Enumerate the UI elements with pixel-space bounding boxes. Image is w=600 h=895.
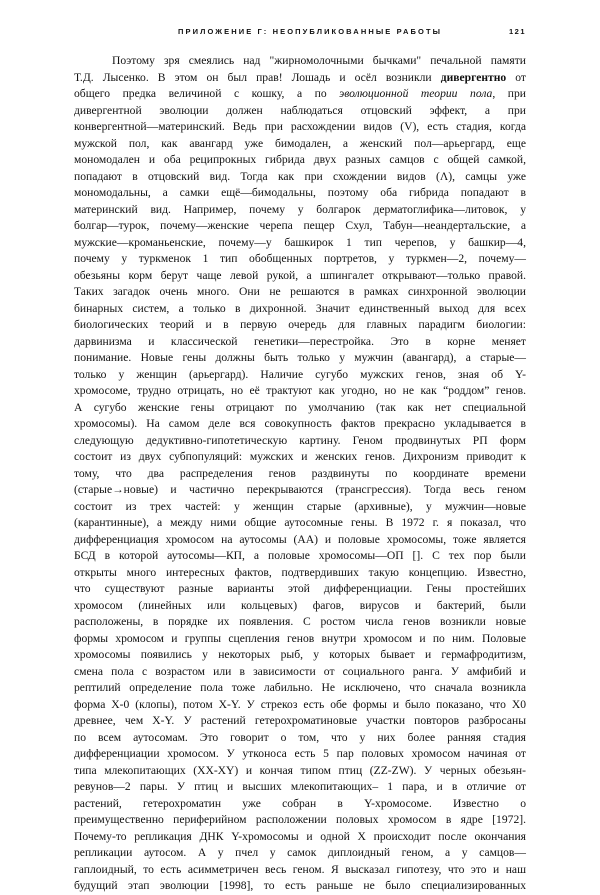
bold-term: дивергентно [440,70,507,84]
text-line: дифференциация хромосом на аутосомы (АА) и половые хромосомы, тоже является [74,532,526,546]
text-line: попадают в отцовский вид. Тогда как при схождении видов (Λ), самцы уже [74,169,526,183]
text-line: что существуют разные варианты этой дифференциации. Гены простейших [74,582,526,595]
text-line: биологических теорий и в первую очередь для главных парадигм биологии: [74,318,526,331]
text-line: мужские—кроманьенские, почему—у башкирок 1 тип черепов, у башкир—4, [74,235,526,249]
body-text [74,53,526,895]
text-line: следующую дедуктивно-гипотетическую картину. Геном продвинутых РП форм [74,433,526,447]
text-line: растений, гетерохроматин уже собран в Y-хромосоме. Известно о [74,796,526,810]
text-line: материнский вид. Например, почему у болгарок дерматоглифика—литовок, у [74,202,526,216]
text-line: типа млекопитающих (XX-XY) и кончая типом птиц (ZZ-ZW). У черных обезьян- [74,763,526,777]
text-line: общего предка величиной с кошку, а по эволюционной теории пола, при [74,87,526,100]
text-line: Поэтому зря смеялись над "жирномолочными бычками" печальной памяти [112,54,526,67]
text-line: репликации аутосом. А у пчел у самок диплоидный геном, а у самцов— [74,846,526,859]
text-line: мужской пол, как авангард уже бимодален, а женский пол—арьергард, еще [74,136,526,150]
italic-term: эволюционной теории пола [339,87,493,100]
text-line: состоит из двух субпопуляций: мужских и женских генов. Дихронизм приводит к [74,450,526,463]
text-line: мономодальны, а самки ещё—бимодальны, поэтому оба гибрида попадают в [74,186,526,199]
text-line: конвергентной—материнский. Ведь при расхождении видов (V), есть стадия, когда [74,120,526,133]
text-line: преимущественно периферийном расположении половых хромосом в ядре [1972]. [74,813,526,826]
text-line: обезьяны корм берут чаще левой рукой, а шпингалет открывают—только правой. [74,268,526,282]
text-line: хромосомы появились у некоторых рыб, у которых бывает и гермафродитизм, [74,648,526,661]
text-line: А сугубо женские гены отрицают по умолчанию (так как нет специальной [74,400,526,414]
text-line: Таких загадок очень много. Они не решаются в рамках синхронной эволюции [74,285,526,298]
text-line: смена пола с возрастом или в зависимости от социального ранга. У амфибий и [74,664,526,678]
text-line: рептилий определение пола тоже лабильно. Не исключено, что сначала возникла [74,681,526,694]
text-line: почему у туркменок 1 тип обобщенных портретов, у туркмен—2, почему— [74,252,526,265]
text-line: гаплоидный, то есть асимметричен весь геном. Я высказал гипотезу, что это и наш [74,862,526,876]
text-line: тому, что два распределения генов раздвинуты по координате времени [74,466,526,480]
text-line: мономодален и оба реципрокных гибрида двух разных самцов с общей самкой, [74,153,526,166]
header-title: ПРИЛОЖЕНИЕ Г: НЕОПУБЛИКОВАННЫЕ РАБОТЫ [178,27,443,36]
text-line: Т.Д. Лысенко. В этом он был прав! Лошадь и осёл возникли дивергентно от [74,70,526,84]
text-line: хромосомы). На самом деле вся совокупность фактов прекрасно укладывается в [74,417,526,430]
text-line: расположены, в порядке их появления. С ростом числа генов возникли новые [74,615,526,628]
text-line: бинарных систем, а только в дихронной. Значит единственный выход для всех [74,301,526,315]
running-header [178,27,526,39]
text-line: будущий этап эволюции [1998], то есть раньше не было специализированных [74,879,526,892]
text-line: дарвинизма и классической генетики—перестройка. Это в корне меняет [74,334,526,348]
text-line: формы хромосом и группы сцепления генов внутри хромосом и по ним. Половые [74,631,526,645]
text-line: (карантинные), а между ними общие аутосомные гены. В 1972 г. я показал, что [74,516,526,529]
text-line: состоит из трех частей: у женщин старые (архивные), у мужчин—новые [74,499,526,513]
text-line: дивергентной эволюции должен наблюдаться отцовский эффект, а при [74,103,526,117]
text-line: форма X-0 (клопы), потом X-Y. У стрекоз есть обе формы и было показано, что X0 [74,697,526,711]
text-line: открыты много интересных фактов, подтвердивших такую концепцию. Известно, [74,565,526,579]
text-line: Почему-то репликация ДНК Y-хромосомы и одной Х происходит после окончания [74,829,526,843]
text-line: дифференциации хромосом. У утконоса есть 5 пар половых хромосом начиная от [74,747,526,760]
text-line: болгар—турок, почему—женские черепа пещер Схул, Табун—неандертальские, а [74,219,526,232]
text-line: ревунов—2 пары. У птиц и высших млекопитающих– 1 пара, и в отличие от [74,780,526,793]
text-line: хромосом (линейных или кольцевых) фагов, вирусов и бактерий, были [74,598,526,612]
text-line: только у женщин (арьергард). Наличие сугубо мужских генов, зная об Y- [74,367,526,381]
text-line: хромосоме, трудно отрицать, но её трактуют как угодно, но не как “роддом” генов. [74,384,526,397]
text-line: БСД в которой аутосомы—КП, а половые хромосомы—ОП []. С тех пор были [74,549,526,562]
text-line: по всем аутосомам. Это говорит о том, что у них более ранняя стадия [74,730,526,744]
text-line: древнее, чем X-Y. У растений гетерохроматиновые участки повторов разбросаны [74,714,526,727]
page-number: 121 [508,27,526,36]
text-line: (старые→новые) и частично перекрываются (трансгрессия). Тогда весь геном [74,483,526,496]
text-line: понимание. Новые гены должны быть только у мужчин (авангард), а старые— [74,351,526,364]
